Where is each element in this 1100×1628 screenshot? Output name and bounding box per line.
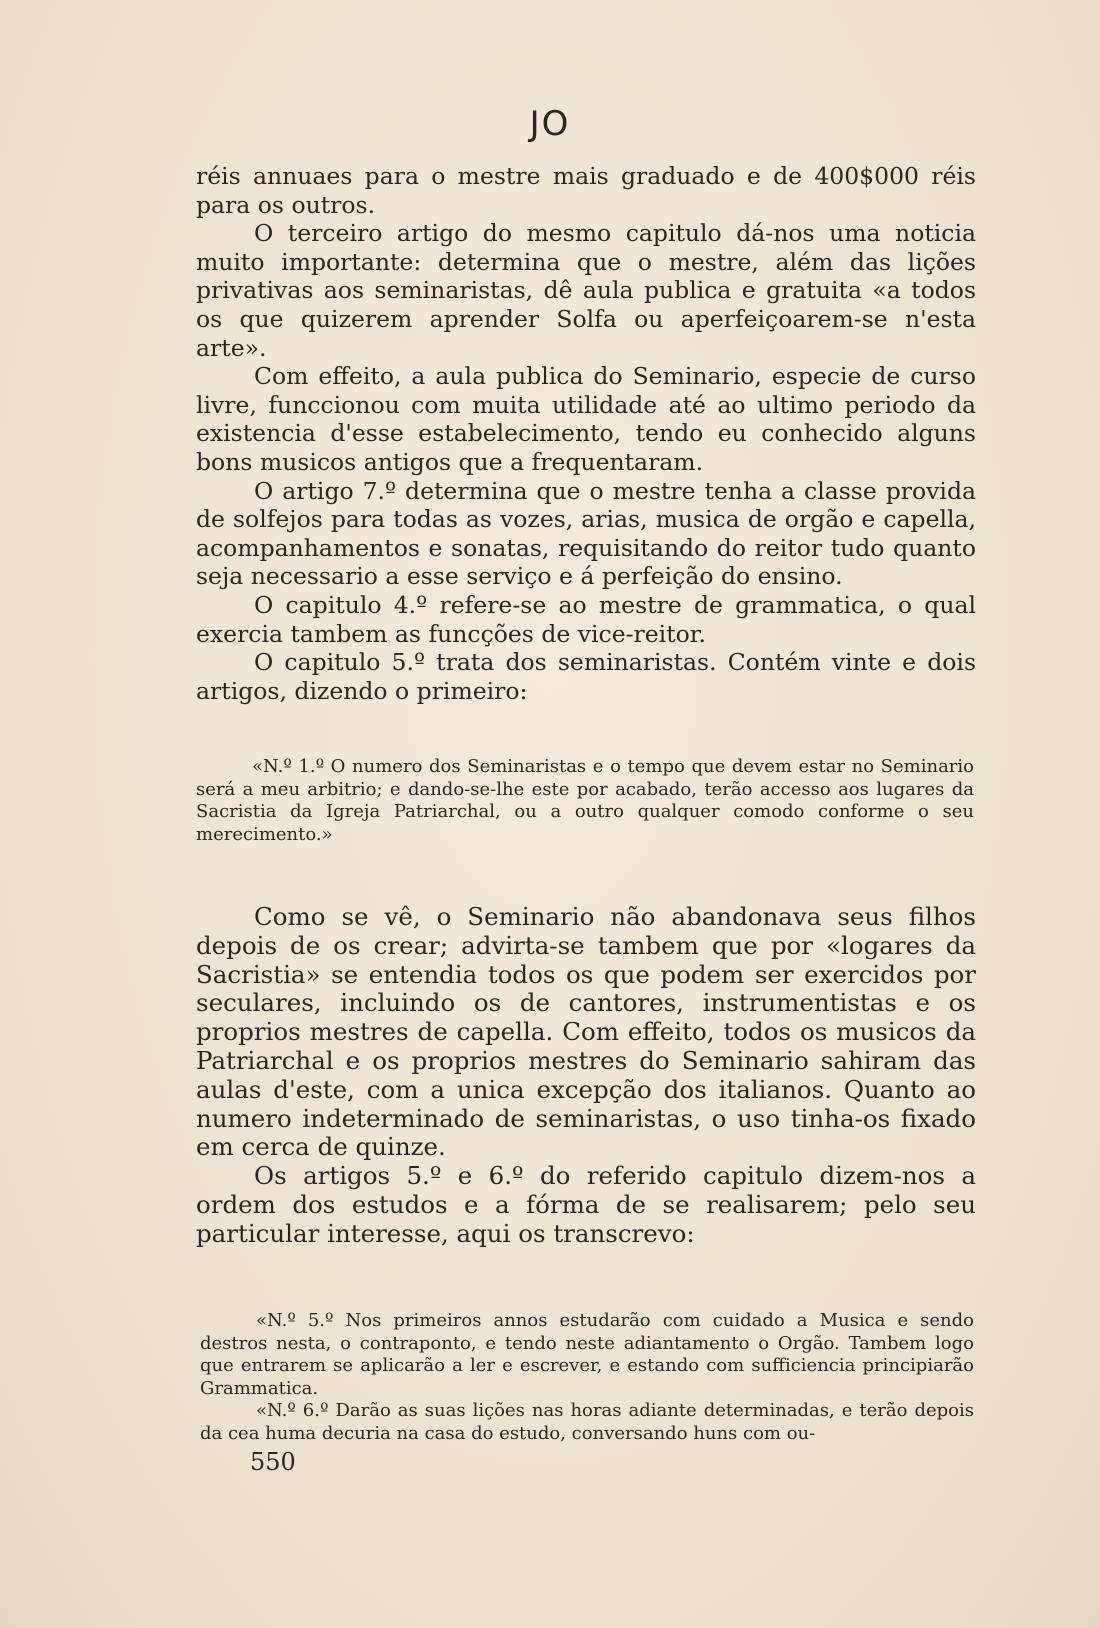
paragraph: O terceiro artigo do mesmo capitulo dá-nos uma noticia muito importante: determina que o mestre, além das lições privativas aos seminaristas, dê aula publica e gratuita «a todos os que quizerem aprender Solfa ou aperfeiçoarem-se n'esta arte». [196, 219, 976, 362]
main-text-block-2 [196, 903, 976, 1249]
running-head: JO [529, 104, 571, 144]
quote-paragraph: «N.º 1.º O numero dos Seminaristas e o tempo que devem estar no Seminario será a meu arbitrio; e dando-se-lhe este por acabado, terão accesso aos lugares da Sacristia da Igreja Patriarchal, ou a outro qualquer comodo conforme o seu merecimento.» [196, 756, 974, 845]
block-quote-1 [196, 756, 974, 846]
quote-paragraph: «N.º 6.º Darão as suas lições nas horas adiante determinadas, e terão depois da cea huma decuria na casa do estudo, conversando huns com ou- [200, 1400, 974, 1444]
paragraph: O capitulo 4.º refere-se ao mestre de grammatica, o qual exercia tambem as funcções de vice-reitor. [196, 590, 976, 648]
paragraph: Com effeito, a aula publica do Seminario, especie de curso livre, funccionou com muita utilidade até ao ultimo periodo da existencia d'esse estabelecimento, tendo eu conhecido alguns bons musicos antigos que a frequentaram. [196, 362, 976, 476]
paragraph: Como se vê, o Seminario não abandonava seus filhos depois de os crear; advirta-se tambem que por «logares da Sacristia» se entendia todos os que podem ser exercidos por seculares, incluindo os de cantores, instrumentistas e os proprios mestres de capella. Com effeito, todos os musicos da Patriarchal e os proprios mestres do Seminario sahiram das aulas d'este, com a unica excepção dos italianos. Quanto ao numero indeterminado de seminaristas, o uso tinha-os fixado em cerca de quinze. [196, 902, 976, 1162]
quote-paragraph: «N.º 5.º Nos primeiros annos estudarão com cuidado a Musica e sendo destros nesta, o contraponto, e tendo neste adiantamento o Orgão. Tambem logo que entrarem se aplicarão a ler e escrever, e estando com sufficiencia principiarão Grammatica. [200, 1310, 974, 1399]
block-quote-2 [200, 1310, 974, 1446]
paragraph: O artigo 7.º determina que o mestre tenha a classe provida de solfejos para todas as vozes, arias, musica de orgão e capella, acompanhamentos e sonatas, requisitando do reitor tudo quanto seja necessario a esse serviço e á perfeição do ensino. [196, 476, 976, 591]
page-number: 550 [250, 1448, 296, 1476]
paragraph: Os artigos 5.º e 6.º do referido capitulo dizem-nos a ordem dos estudos e a fórma de se realisarem; pelo seu particular interesse, aqui os transcrevo: [196, 1161, 976, 1248]
main-text-block-1 [196, 162, 976, 705]
paragraph: O capitulo 5.º trata dos seminaristas. Contém vinte e dois artigos, dizendo o primeiro: [196, 648, 976, 705]
paragraph: réis annuaes para o mestre mais graduado e de 400$000 réis para os outros. [196, 162, 976, 219]
